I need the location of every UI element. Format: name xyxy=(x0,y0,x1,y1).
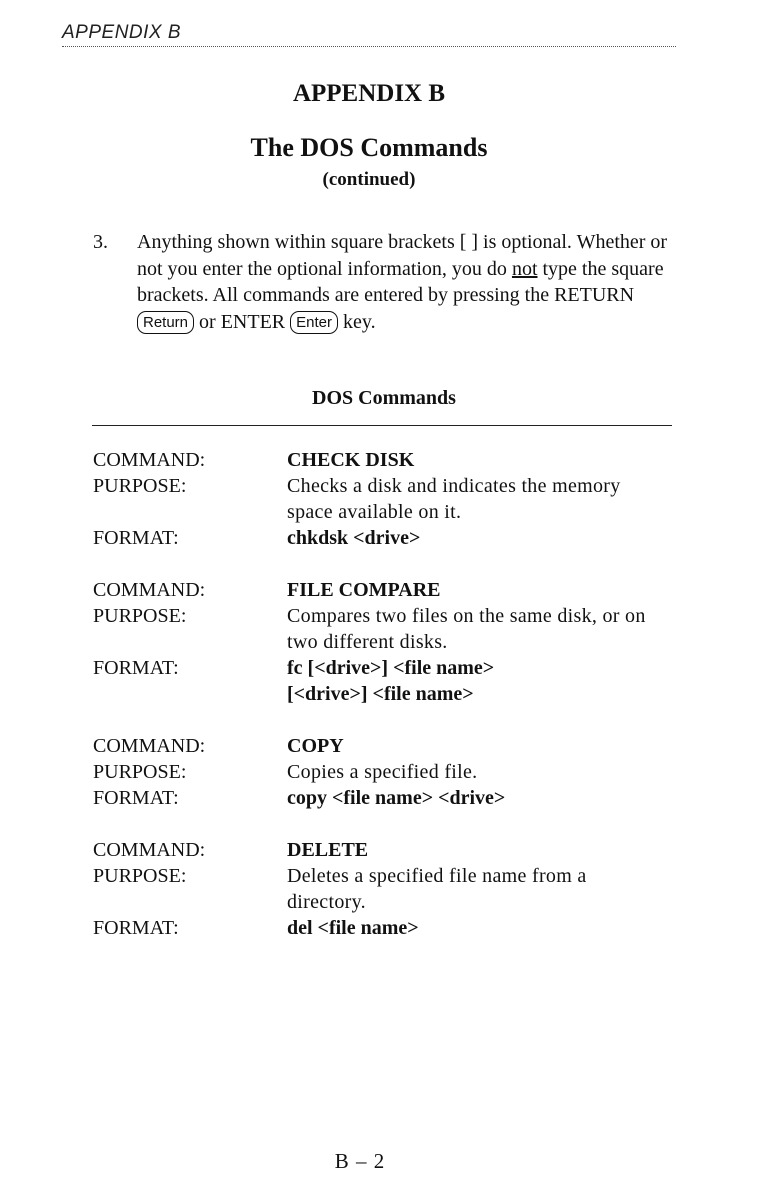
command-purpose: Deletes a specified file name from a directory. xyxy=(287,865,587,913)
command-entry xyxy=(93,733,693,811)
command-format: del <file name> xyxy=(287,917,419,939)
note-text-4: key. xyxy=(337,310,376,333)
command-name: COPY xyxy=(287,735,344,757)
command-label: COMMAND: xyxy=(93,449,206,471)
note-body xyxy=(137,229,683,335)
command-entry xyxy=(93,447,693,551)
command-entry xyxy=(93,577,693,707)
format-label: FORMAT: xyxy=(93,787,179,809)
note-text-1: Anything shown within square brackets [ ] is optional. Whether or not you enter the optional information, you do xyxy=(137,231,668,280)
note-text-3: or ENTER xyxy=(194,310,291,333)
page-title: APPENDIX B xyxy=(292,80,446,107)
command-label: COMMAND: xyxy=(93,735,206,757)
command-name: DELETE xyxy=(287,839,369,861)
command-label: COMMAND: xyxy=(93,579,206,601)
section-rule xyxy=(92,425,672,426)
enter-key-icon: Enter xyxy=(290,311,338,334)
command-list xyxy=(93,447,693,967)
command-entry xyxy=(93,837,693,941)
command-format-continued: [<drive>] <file name> xyxy=(287,683,474,705)
command-name: CHECK DISK xyxy=(287,449,415,471)
note-number: 3. xyxy=(93,231,108,253)
command-purpose: Copies a specified file. xyxy=(287,761,478,783)
format-label: FORMAT: xyxy=(93,657,179,679)
running-head: APPENDIX B xyxy=(62,22,182,43)
running-head-rule xyxy=(62,46,676,47)
page-subtitle: The DOS Commands xyxy=(250,133,488,162)
command-label: COMMAND: xyxy=(93,839,206,861)
purpose-label: PURPOSE: xyxy=(93,475,187,497)
subtitle-note: (continued) xyxy=(322,169,416,190)
page-number: B – 2 xyxy=(334,1149,386,1173)
format-label: FORMAT: xyxy=(93,527,179,549)
note-emphasis: not xyxy=(511,257,538,280)
note-text-2: type the square brackets. All commands are entered by pressing the RETURN xyxy=(137,257,664,306)
command-format: chkdsk <drive> xyxy=(287,527,421,549)
purpose-label: PURPOSE: xyxy=(93,865,187,887)
purpose-label: PURPOSE: xyxy=(93,761,187,783)
return-key-icon: Return xyxy=(137,311,194,334)
command-purpose: Checks a disk and indicates the memory space available on it. xyxy=(287,475,621,523)
format-label: FORMAT: xyxy=(93,917,179,939)
command-format: copy <file name> <drive> xyxy=(287,787,506,809)
command-format: fc [<drive>] <file name> xyxy=(287,657,495,679)
section-heading: DOS Commands xyxy=(312,387,456,409)
command-name: FILE COMPARE xyxy=(287,579,441,601)
command-purpose: Compares two files on the same disk, or on two different disks. xyxy=(287,605,646,653)
purpose-label: PURPOSE: xyxy=(93,605,187,627)
